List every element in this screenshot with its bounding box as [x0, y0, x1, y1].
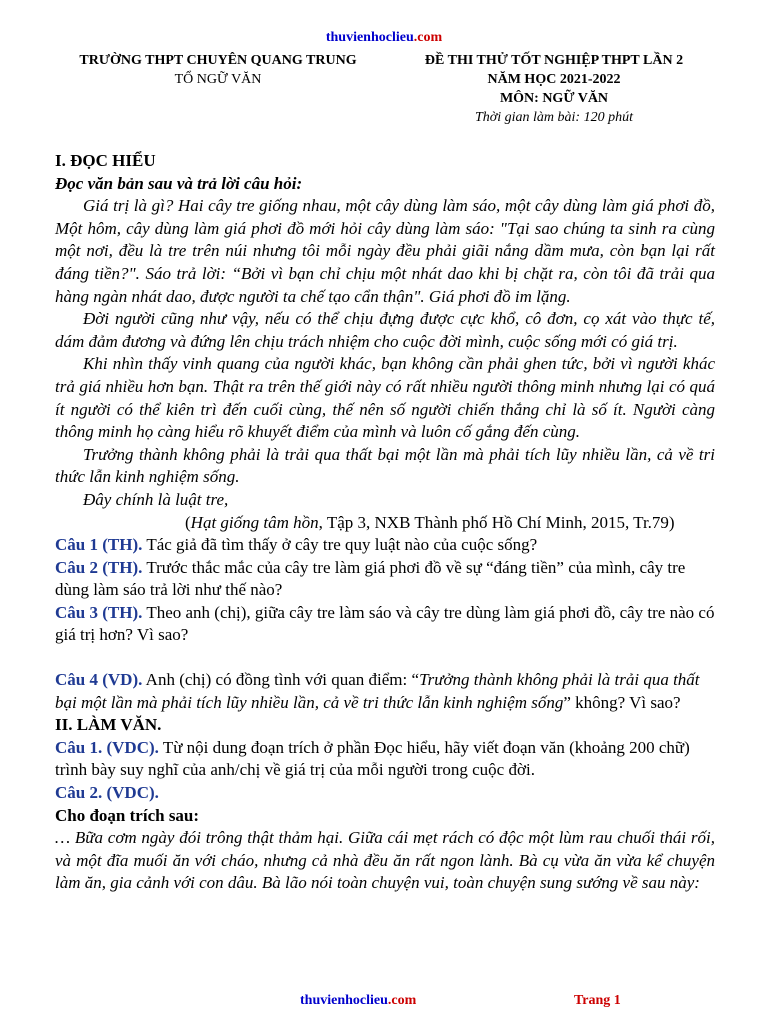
- exam-body: [55, 150, 715, 895]
- department-name: TỔ NGỮ VĂN: [174, 72, 262, 87]
- site-name: thuvienhoclieu: [325, 30, 414, 45]
- passage-paragraph: Khi nhìn thấy vinh quang của người khác, bạn không cần phải ghen tức, bởi vì người khác trả giá nhiều hơn bạn. Thật ra trên thế giới này có rất nhiều người thông minh nhưng lại có quá ít người có thể kiên trì đến cuối cùng, thế nên số người chiến thắng chỉ là số ít. Người càng thông minh họ càng hiểu rõ khuyết điểm của mình và luôn cố gắng đến cùng.: [55, 354, 715, 442]
- section-1-title: I. ĐỌC HIỂU: [55, 151, 156, 170]
- header-right: [400, 51, 708, 127]
- excerpt-text: … Bữa cơm ngày đói trông thật thảm hại. Giữa cái mẹt rách có độc một lùm rau chuối thái rối, và một đĩa muối ăn với cháo, nhưng cả nhà đều ăn rất ngon lành. Bà cụ vừa ăn vừa kể chuyện làm ăn, gia cảnh với con dâu. Bà lão nói toàn chuyện vui, toàn chuyện sung sướng về sau này:: [55, 828, 715, 893]
- school-year: NĂM HỌC 2021-2022: [487, 72, 621, 87]
- question-4: Câu 4 (VD). Anh (chị) có đồng tình với quan điểm: “Trưởng thành không phải là trải qua thất bại một lần mà phải tích lũy nhiều lần, cả về tri thức lẫn kinh nghiệm sống” không? Vì sao?: [55, 670, 700, 712]
- site-domain: .com: [413, 30, 443, 45]
- header-left: [60, 51, 376, 89]
- exam-title: ĐỀ THI THỬ TỐT NGHIỆP THPT LẦN 2: [424, 53, 684, 68]
- site-watermark-bottom: thuvienhoclieu.com: [300, 993, 417, 1008]
- source-book-title: Hạt giống tâm hồn: [190, 512, 319, 532]
- section-2-title: II. LÀM VĂN.: [55, 715, 162, 735]
- page-number: Trang 1: [574, 993, 621, 1008]
- question-1: Câu 1 (TH). Tác giả đã tìm thấy ở cây tre quy luật nào của cuộc sống?: [55, 535, 538, 555]
- school-name: TRƯỜNG THPT CHUYÊN QUANG TRUNG: [79, 53, 357, 68]
- question-3: Câu 3 (TH). Theo anh (chị), giữa cây tre làm sáo và cây tre dùng làm giá phơi đồ, cây tre nào có giá trị hơn? Vì sao?: [55, 602, 715, 645]
- subject: MÔN: NGỮ VĂN: [499, 91, 609, 106]
- writing-question-1: Câu 1. (VDC). Từ nội dung đoạn trích ở phần Đọc hiểu, hãy viết đoạn văn (khoảng 200 chữ) trình bày suy nghĩ của anh/chị về giá trị của mỗi người trong cuộc đời.: [55, 737, 690, 780]
- site-watermark-top: [0, 30, 768, 46]
- passage-paragraph: Đây chính là luật tre,: [83, 489, 229, 509]
- reading-instruction: Đọc văn bản sau và trả lời câu hỏi:: [55, 173, 303, 193]
- passage-paragraph: Đời người cũng như vậy, nếu có thể chịu đựng được cực khổ, cô đơn, cọ xát vào thực tế, dám đảm đương và đứng lên chịu trách nhiệm cho cuộc đời mình, cuộc sống mới có giá trị.: [55, 309, 715, 351]
- passage-paragraph: Trưởng thành không phải là trải qua thất bại một lần mà phải tích lũy nhiều lần, cả về tri thức lẫn kinh nghiệm sống.: [55, 444, 715, 487]
- excerpt-title: Cho đoạn trích sau:: [55, 805, 200, 825]
- passage-paragraph: Giá trị là gì? Hai cây tre giống nhau, một cây dùng làm sáo, một cây dùng làm giá phơi đồ, Một hôm, cây dùng làm giá phơi đồ mới hỏi cây dùng làm sáo: "Tại sao chúng ta sinh ra cùng một nơi, đều là tre trên núi nhưng tôi mỗi ngày đều phải giãi nắng dầm mưa, còn bạn lại rất đáng tiền?". Sáo trả lời: “Bởi vì bạn chỉ chịu một nhát dao khi bị chặt ra, còn tôi đã trải qua hàng ngàn nhát dao, được người ta chế tạo cẩn thận". Giá phơi đồ im lặng.: [55, 196, 715, 306]
- passage-source: (Hạt giống tâm hồn, Tập 3, NXB Thành phố Hồ Chí Minh, 2015, Tr.79): [185, 512, 675, 532]
- writing-question-2: Câu 2. (VDC).: [55, 783, 159, 803]
- time-limit: Thời gian làm bài: 120 phút: [475, 110, 633, 125]
- question-2: Câu 2 (TH). Trước thắc mắc của cây tre làm giá phơi đồ về sự “đáng tiền” của mình, cây tre dùng làm sáo trả lời như thế nào?: [55, 557, 686, 600]
